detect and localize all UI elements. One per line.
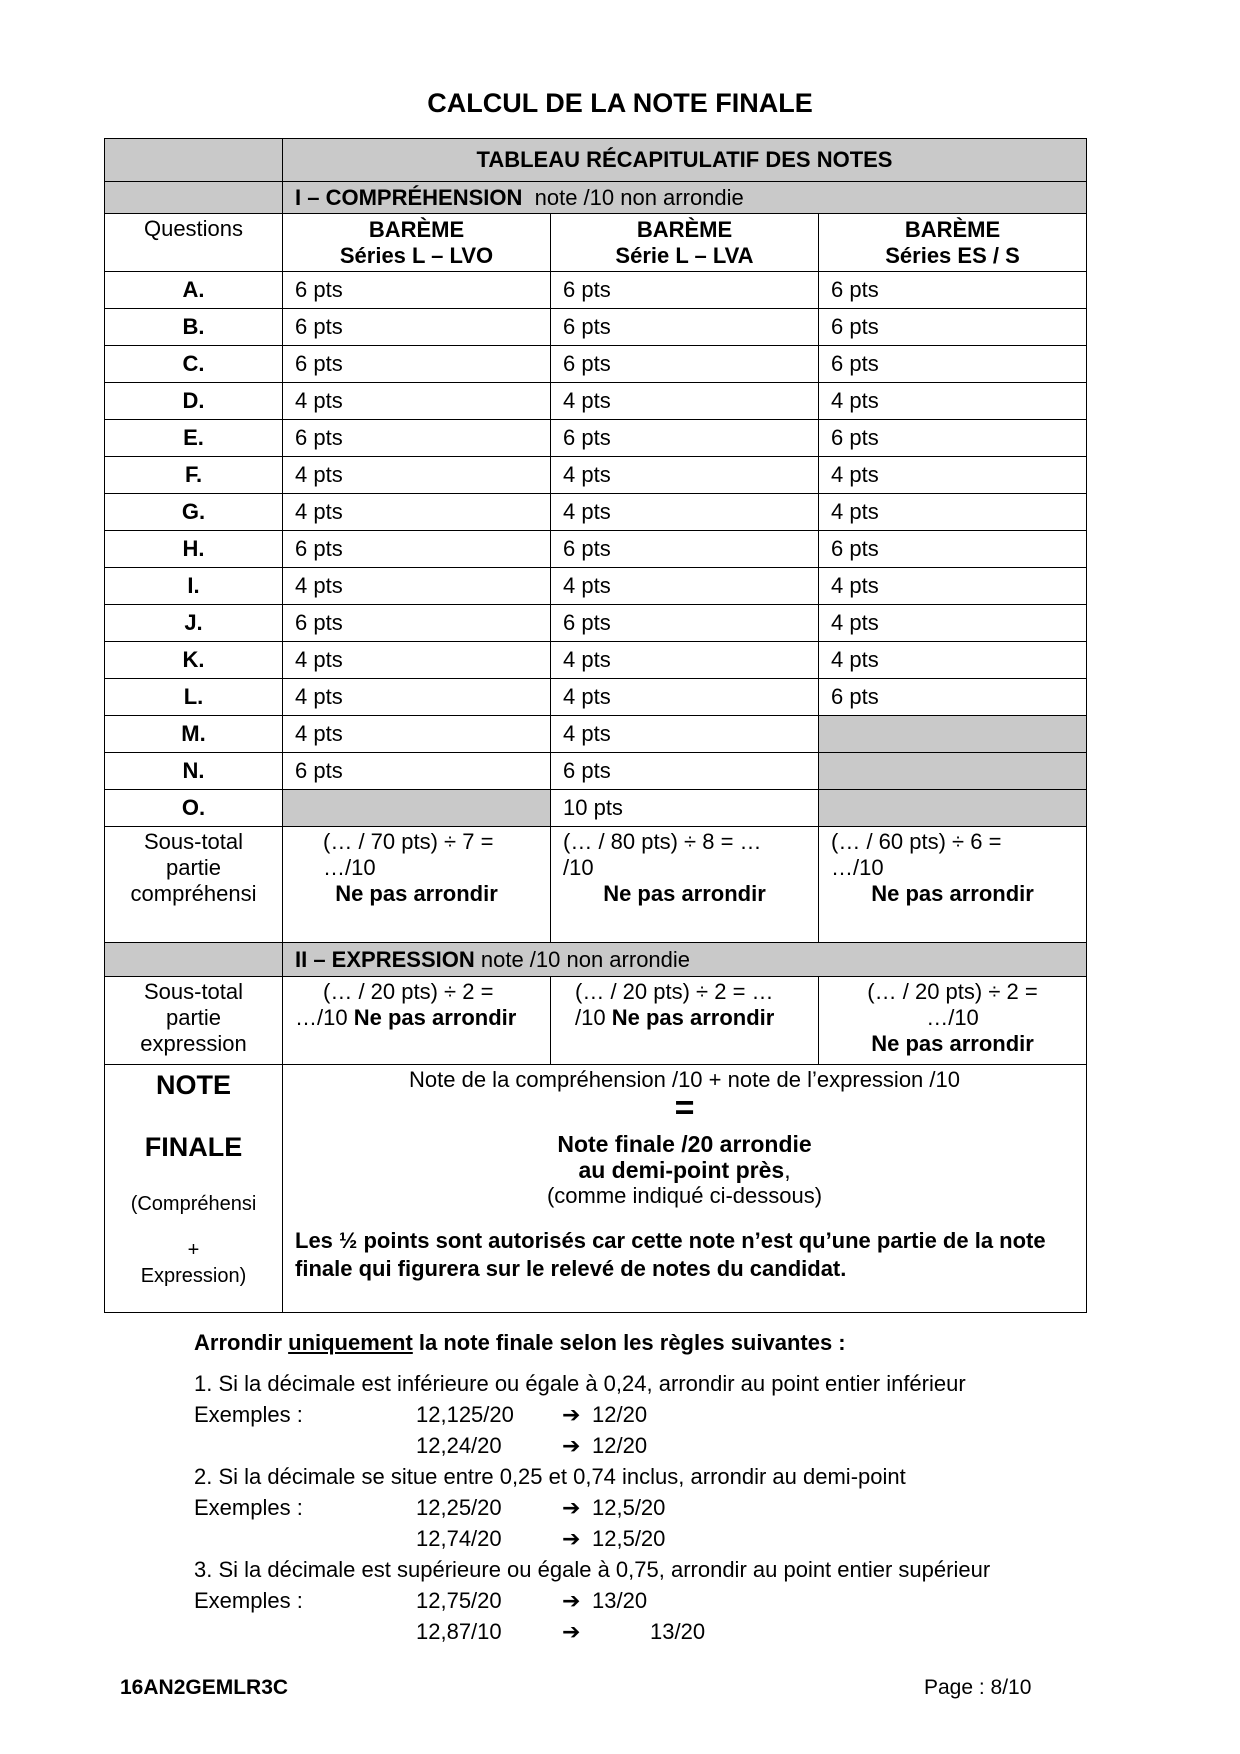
section-comprehension: I – COMPRÉHENSION note /10 non arrondie	[283, 182, 1087, 214]
col-header-lva: BARÈME Série L – LVA	[551, 214, 819, 272]
final-note-row	[105, 1065, 1087, 1313]
final-note-formula-cell: Note de la compréhension /10 + note de l’expression /10 = Note finale /20 arrondie au demi-point près, (comme indiqué ci-dessous) Les ½ points sont autorisés car cette note n’est qu’une partie de la note finale qui figurera sur le relevé de notes du candidat.	[283, 1065, 1087, 1313]
rule-1-example: 12,24/20 ➔ 12/20	[194, 1430, 1154, 1461]
col-header-es-s: BARÈME Séries ES / S	[819, 214, 1087, 272]
subtotal-comprehension-lva: (… / 80 pts) ÷ 8 = … /10 Ne pas arrondir	[551, 827, 819, 943]
subtotal-comprehension-lvo: (… / 70 pts) ÷ 7 = …/10 Ne pas arrondir	[283, 827, 551, 943]
subtotal-comprehension-label: Sous-total partie compréhensi	[105, 827, 283, 943]
arrow-icon: ➔	[562, 1433, 581, 1458]
table-row: B. 6 pts 6 pts 6 pts	[105, 309, 1087, 346]
final-note-label: NOTE FINALE (Compréhensi + Expression)	[105, 1065, 283, 1313]
final-formula: Note de la compréhension /10 + note de l’expression /10	[409, 1067, 960, 1092]
table-row: I. 4 pts 4 pts 4 pts	[105, 568, 1087, 605]
table-row: D. 4 pts 4 pts 4 pts	[105, 383, 1087, 420]
table-row: N. 6 pts 6 pts	[105, 753, 1087, 790]
subtotal-comprehension-row	[105, 827, 1087, 943]
subtotal-expression-label: Sous-total partie expression	[105, 977, 283, 1065]
rule-2-example: 12,74/20 ➔ 12,5/20	[194, 1523, 1154, 1554]
subtotal-expression-row	[105, 977, 1087, 1065]
subtotal-expression-lvo: (… / 20 pts) ÷ 2 = …/10 Ne pas arrondir	[283, 977, 551, 1065]
table-row: J. 6 pts 6 pts 4 pts	[105, 605, 1087, 642]
arrow-icon: ➔	[562, 1402, 581, 1427]
table-row: K. 4 pts 4 pts 4 pts	[105, 642, 1087, 679]
rule-3: 3. Si la décimale est supérieure ou égale à 0,75, arrondir au point entier supérieur	[194, 1557, 991, 1582]
rule-1: 1. Si la décimale est inférieure ou égale à 0,24, arrondir au point entier inférieur	[194, 1371, 966, 1396]
rounding-rules	[194, 1330, 1154, 1647]
subtotal-expression-es-s: (… / 20 pts) ÷ 2 = …/10 Ne pas arrondir	[819, 977, 1087, 1065]
page-title: CALCUL DE LA NOTE FINALE	[427, 88, 813, 118]
rules-heading: Arrondir uniquement la note finale selon les règles suivantes :	[194, 1330, 846, 1355]
section-expression: II – EXPRESSION note /10 non arrondie	[283, 943, 1087, 977]
rule-1-example: Exemples : 12,125/20 ➔ 12/20	[194, 1399, 1154, 1430]
rule-3-example: 12,87/10 ➔ 13/20	[194, 1616, 1154, 1647]
rule-2: 2. Si la décimale se situe entre 0,25 et 0,74 inclus, arrondir au demi-point	[194, 1464, 906, 1489]
table-row: H. 6 pts 6 pts 6 pts	[105, 531, 1087, 568]
arrow-icon: ➔	[562, 1588, 581, 1613]
arrow-icon: ➔	[562, 1495, 581, 1520]
table-row: O. 10 pts	[105, 790, 1087, 827]
table-row: C. 6 pts 6 pts 6 pts	[105, 346, 1087, 383]
col-header-lvo: BARÈME Séries L – LVO	[283, 214, 551, 272]
page-number: Page : 8/10	[924, 1676, 1032, 1699]
table-heading: TABLEAU RÉCAPITULATIF DES NOTES	[283, 139, 1087, 182]
table-row: G. 4 pts 4 pts 4 pts	[105, 494, 1087, 531]
arrow-icon: ➔	[562, 1619, 581, 1644]
document-code: 16AN2GEMLR3C	[120, 1676, 289, 1699]
table-row: A. 6 pts 6 pts 6 pts	[105, 272, 1087, 309]
rule-3-example: Exemples : 12,75/20 ➔ 13/20	[194, 1585, 1154, 1616]
table-row: F. 4 pts 4 pts 4 pts	[105, 457, 1087, 494]
subtotal-expression-lva: (… / 20 pts) ÷ 2 = … /10 Ne pas arrondir	[551, 977, 819, 1065]
questions-header: Questions	[105, 214, 283, 272]
table-row: L. 4 pts 4 pts 6 pts	[105, 679, 1087, 716]
half-points-remark: Les ½ points sont autorisés car cette note n’est qu’une partie de la note finale qui figurera sur le relevé de notes du candidat.	[295, 1228, 1046, 1281]
table-row: E. 6 pts 6 pts 6 pts	[105, 420, 1087, 457]
rule-2-example: Exemples : 12,25/20 ➔ 12,5/20	[194, 1492, 1154, 1523]
grades-table	[104, 138, 1087, 1313]
arrow-icon: ➔	[562, 1526, 581, 1551]
subtotal-comprehension-es-s: (… / 60 pts) ÷ 6 = …/10 Ne pas arrondir	[819, 827, 1087, 943]
equals-sign: =	[674, 1089, 695, 1127]
table-row: M. 4 pts 4 pts	[105, 716, 1087, 753]
